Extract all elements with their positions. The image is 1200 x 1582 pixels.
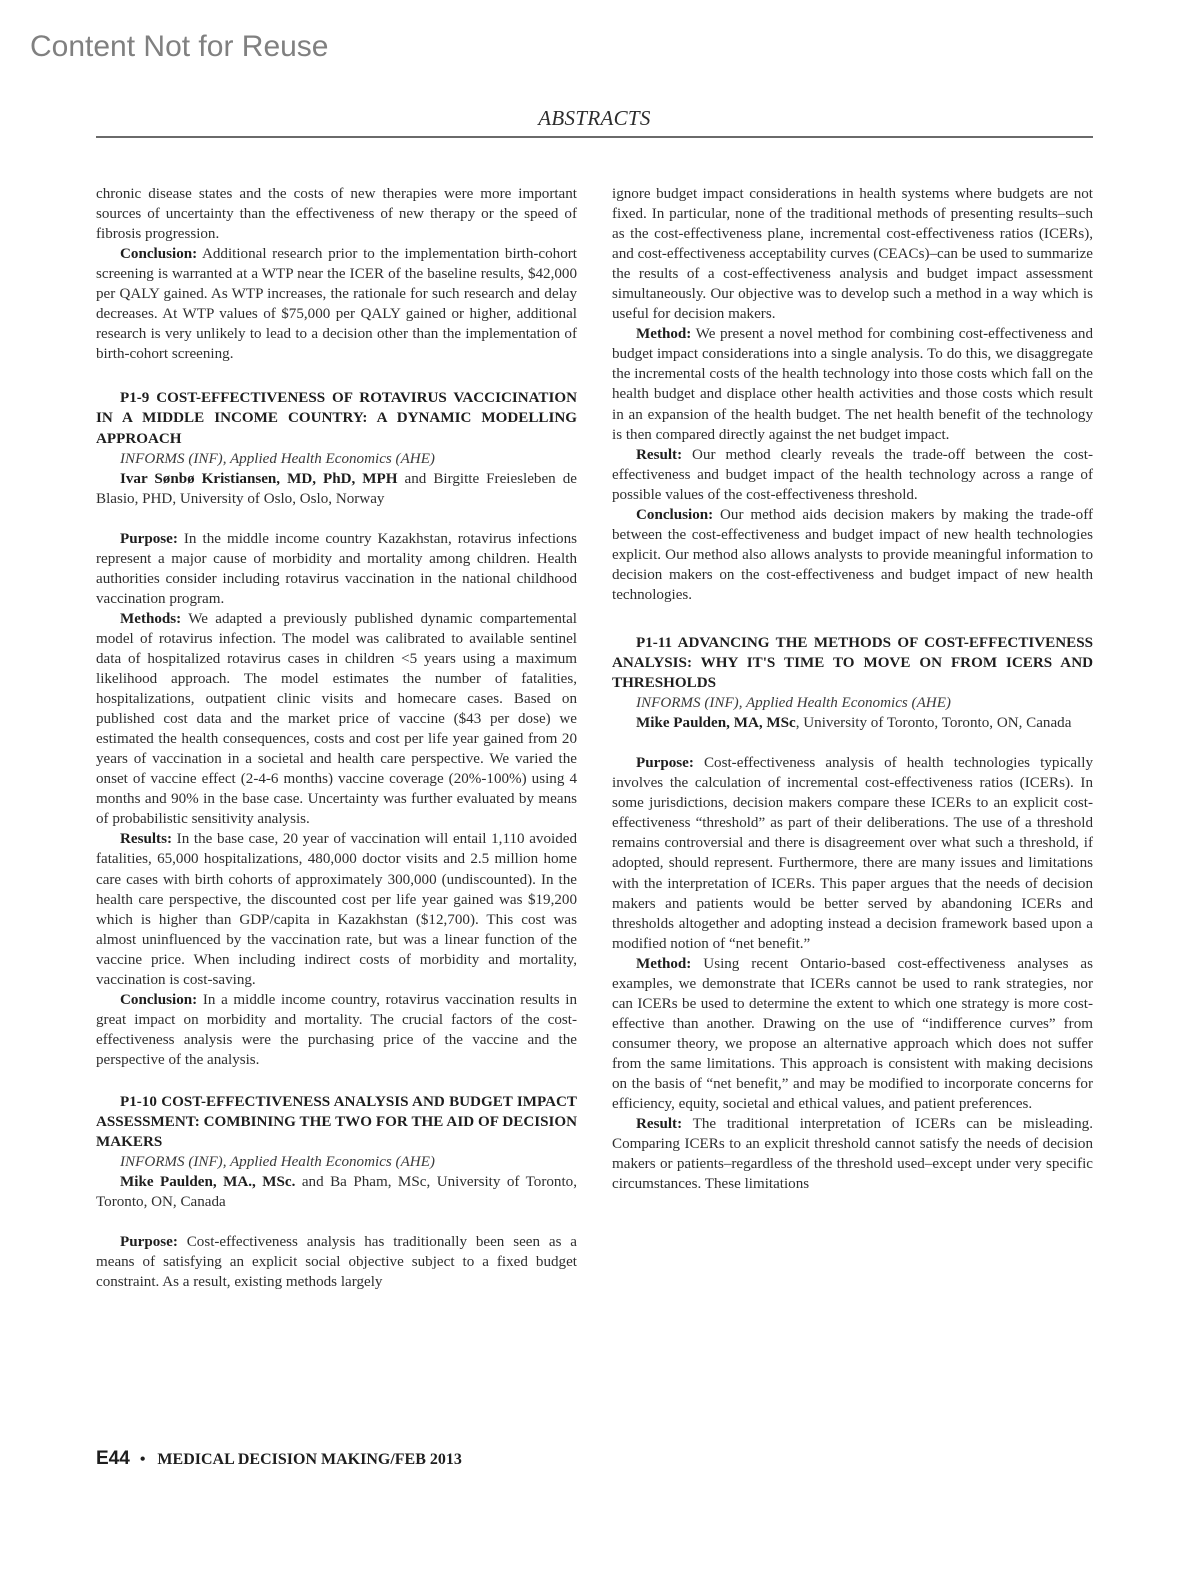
section-text: Our method clearly reveals the trade-off between the cost-effectiveness and budget impact of the health technology across a range of possible values of the cost-effectiveness threshold.	[612, 446, 1093, 503]
results-paragraph	[96, 829, 577, 989]
purpose-paragraph	[96, 529, 577, 609]
author-rest: , University of Toronto, Toronto, ON, Canada	[795, 715, 1072, 732]
result-paragraph	[612, 445, 1093, 505]
conclusion-paragraph	[612, 505, 1093, 605]
section-label: Purpose:	[120, 1234, 178, 1251]
section-label: Method:	[636, 955, 692, 972]
purpose-paragraph	[96, 1232, 577, 1292]
section-text: In the middle income country Kazakhstan, rotavirus infections represent a major cause of morbidity and mortality among children. Health authorities consider including rotavirus vaccination in the national childhood vaccination program.	[96, 530, 577, 607]
watermark: Content Not for Reuse	[30, 30, 329, 63]
method-paragraph	[612, 324, 1093, 444]
section-text: We present a novel method for combining cost-effectiveness and budget impact considerations into a single analysis. To do this, we disaggregate the incremental costs of the health technology into those costs which fall on the health budget and displace other health activities and those costs which result in an expansion of the health budget. The net health benefit of the technology is then compared directly against the net budget impact.	[612, 326, 1093, 443]
section-text: In a middle income country, rotavirus vaccination results in great impact on morbidity and mortality. The crucial factors of the cost-effectiveness analysis were the purchasing price of the vaccine and the perspective of the analysis.	[96, 991, 577, 1068]
abstract-authors	[612, 713, 1093, 733]
abstract-title-p1-11: P1-11 ADVANCING THE METHODS OF COST-EFFECTIVENESS ANALYSIS: WHY IT'S TIME TO MOVE ON FROM ICERS AND THRESHOLDS	[612, 634, 1093, 692]
abstract-track: INFORMS (INF), Applied Health Economics (AHE)	[636, 695, 951, 712]
section-text: Using recent Ontario-based cost-effectiveness analyses as examples, we demonstrate that ICERs cannot be used to rank strategies, nor can ICERs be used to determine the extent to which one strategy is more cost-effective than another. Drawing on the use of “indifference curves” from consumer theory, we propose an alternative approach which does not suffer from the same limitations. This approach is consistent with making decisions on the basis of “net benefit,” and may be modified to incorporate concerns for efficiency, equity, societal and ethical values, and patient preferences.	[612, 955, 1093, 1113]
section-label: Conclusion:	[636, 506, 714, 523]
continued-paragraph: chronic disease states and the costs of new therapies were more important sources of uncertainty than the effectiveness of new therapy or the speed of fibrosis progression.	[96, 186, 577, 243]
author-bold: Ivar Sønbø Kristiansen, MD, PhD, MPH	[120, 470, 398, 487]
section-label: Purpose:	[636, 755, 694, 772]
section-label: Result:	[636, 446, 683, 463]
section-label: Result:	[636, 1116, 683, 1133]
continued-conclusion	[96, 244, 577, 364]
journal-name: MEDICAL DECISION MAKING/FEB 2013	[157, 1451, 462, 1468]
author-bold: Mike Paulden, MA., MSc.	[120, 1174, 296, 1191]
abstract-title-p1-10: P1-10 COST-EFFECTIVENESS ANALYSIS AND BUDGET IMPACT ASSESSMENT: COMBINING THE TWO FOR THE AID OF DECISION MAKERS	[96, 1093, 577, 1151]
section-text: Cost-effectiveness analysis of health technologies typically involves the calculation of incremental cost-effectiveness ratios (ICERs). In some jurisdictions, decision makers compare these ICERs to an explicit cost-effectiveness “threshold” as part of their deliberations. The use of a threshold remains controversial and there is disagreement over what such a threshold, if adopted, should represent. Furthermore, there are many issues and limitations with the interpretation of ICERs. This paper argues that the needs of decision makers and patients would be better served by abandoning ICERs and thresholds altogether and adopting instead a decision framework based upon a modified notion of “net benefit.”	[612, 755, 1093, 952]
page-footer	[96, 1448, 462, 1470]
purpose-paragraph	[612, 753, 1093, 953]
right-column	[612, 184, 1093, 1194]
abstract-track: INFORMS (INF), Applied Health Economics (AHE)	[120, 450, 435, 467]
section-label: Purpose:	[120, 530, 178, 547]
section-text: The traditional interpretation of ICERs can be misleading. Comparing ICERs to an explicit threshold cannot satisfy the needs of decision makers or patients–regardless of the threshold used–except under very specific circumstances. These limitations	[612, 1116, 1093, 1193]
section-text: Cost-effectiveness analysis has traditionally been seen as a means of satisfying an explicit social objective subject to a fixed budget constraint. As a result, existing methods largely	[96, 1234, 577, 1291]
section-text: In the base case, 20 year of vaccination will entail 1,110 avoided fatalities, 65,000 hospitalizations, 480,000 doctor visits and 2.5 million home care cases with birth cohorts of approximately 300,000 (undiscounted). In the health care perspective, the discounted cost per life year gained was $19,200 which is higher than GDP/capita in Kazakhstan ($12,700). This cost was almost uninfluenced by the vaccination rate, but was a linear function of the vaccine price. When including indirect costs of morbidity and mortality, vaccination is cost-saving.	[96, 831, 577, 988]
abstract-authors	[96, 1172, 577, 1212]
header-title: ABSTRACTS	[538, 106, 651, 130]
bullet-separator: •	[139, 1451, 146, 1468]
section-label: Results:	[120, 831, 172, 848]
author-rest: and Ba Pham, MSc, University of Toronto, Toronto, ON, Canada	[96, 1174, 577, 1211]
section-text: Additional research prior to the implementation birth-cohort screening is warranted at a WTP near the ICER of the baseline results, $42,000 per QALY gained. As WTP increases, the rationale for such research and delay decreases. At WTP values of $75,000 per QALY gained or higher, additional research is very unlikely to lead to a decision other than the implementation of birth-cohort screening.	[96, 246, 577, 363]
result-paragraph	[612, 1114, 1093, 1194]
section-label: Method:	[636, 326, 692, 343]
abstract-title-p1-9: P1-9 COST-EFFECTIVENESS OF ROTAVIRUS VACCICINATION IN A MIDDLE INCOME COUNTRY: A DYNAMIC MODELLING APPROACH	[96, 390, 577, 447]
section-label: Methods:	[120, 610, 182, 627]
section-label: Conclusion:	[120, 246, 198, 263]
section-text: Our method aids decision makers by making the trade-off between the cost-effectiveness and budget impact of new health technologies explicit. Our method also allows analysts to provide meaningful information to decision makers on the cost-effectiveness and budget impact of new health technologies.	[612, 506, 1093, 603]
author-bold: Mike Paulden, MA, MSc	[636, 715, 796, 732]
method-paragraph	[612, 954, 1093, 1114]
continued-paragraph: ignore budget impact considerations in health systems where budgets are not fixed. In particular, none of the traditional methods of presenting results–such as the cost-effectiveness plane, incremental cost-effectiveness ratios (ICERs), and cost-effectiveness acceptability curves (CEACs)–can be used to summarize the results of a cost-effectiveness analysis and budget impact assessment simultaneously. Our objective was to develop such a method in a way which is useful for decision makers.	[612, 186, 1093, 323]
section-label: Conclusion:	[120, 991, 198, 1008]
author-rest: and Birgitte Freiesleben de Blasio, PHD, University of Oslo, Oslo, Norway	[96, 470, 577, 507]
abstract-track: INFORMS (INF), Applied Health Economics (AHE)	[120, 1154, 435, 1171]
conclusion-paragraph	[96, 990, 577, 1070]
methods-paragraph	[96, 609, 577, 830]
abstract-authors	[96, 469, 577, 509]
page-number: E44	[96, 1448, 130, 1469]
section-text: We adapted a previously published dynamic compartemental model of rotavirus infection. The model was calibrated to available sentinel data of hospitalized rotavirus cases in children <5 years using a maximum likelihood approach. The model estimates the number of fatalities, hospitalizations, outpatient clinic visits and homecare cases. Based on published cost data and the market price of vaccine ($43 per dose) we estimated the health consequences, costs and cost per life year gained from 20 years of vaccination in a societal and health care perspective. We varied the onset of vaccine effect (2-4-6 months) vaccine coverage (20%-100%) using 4 months and 90% in the base case. Uncertainty was further evaluated by means of probabilistic sensitivity analysis.	[96, 610, 577, 828]
running-header	[96, 106, 1093, 138]
left-column	[96, 184, 577, 1292]
